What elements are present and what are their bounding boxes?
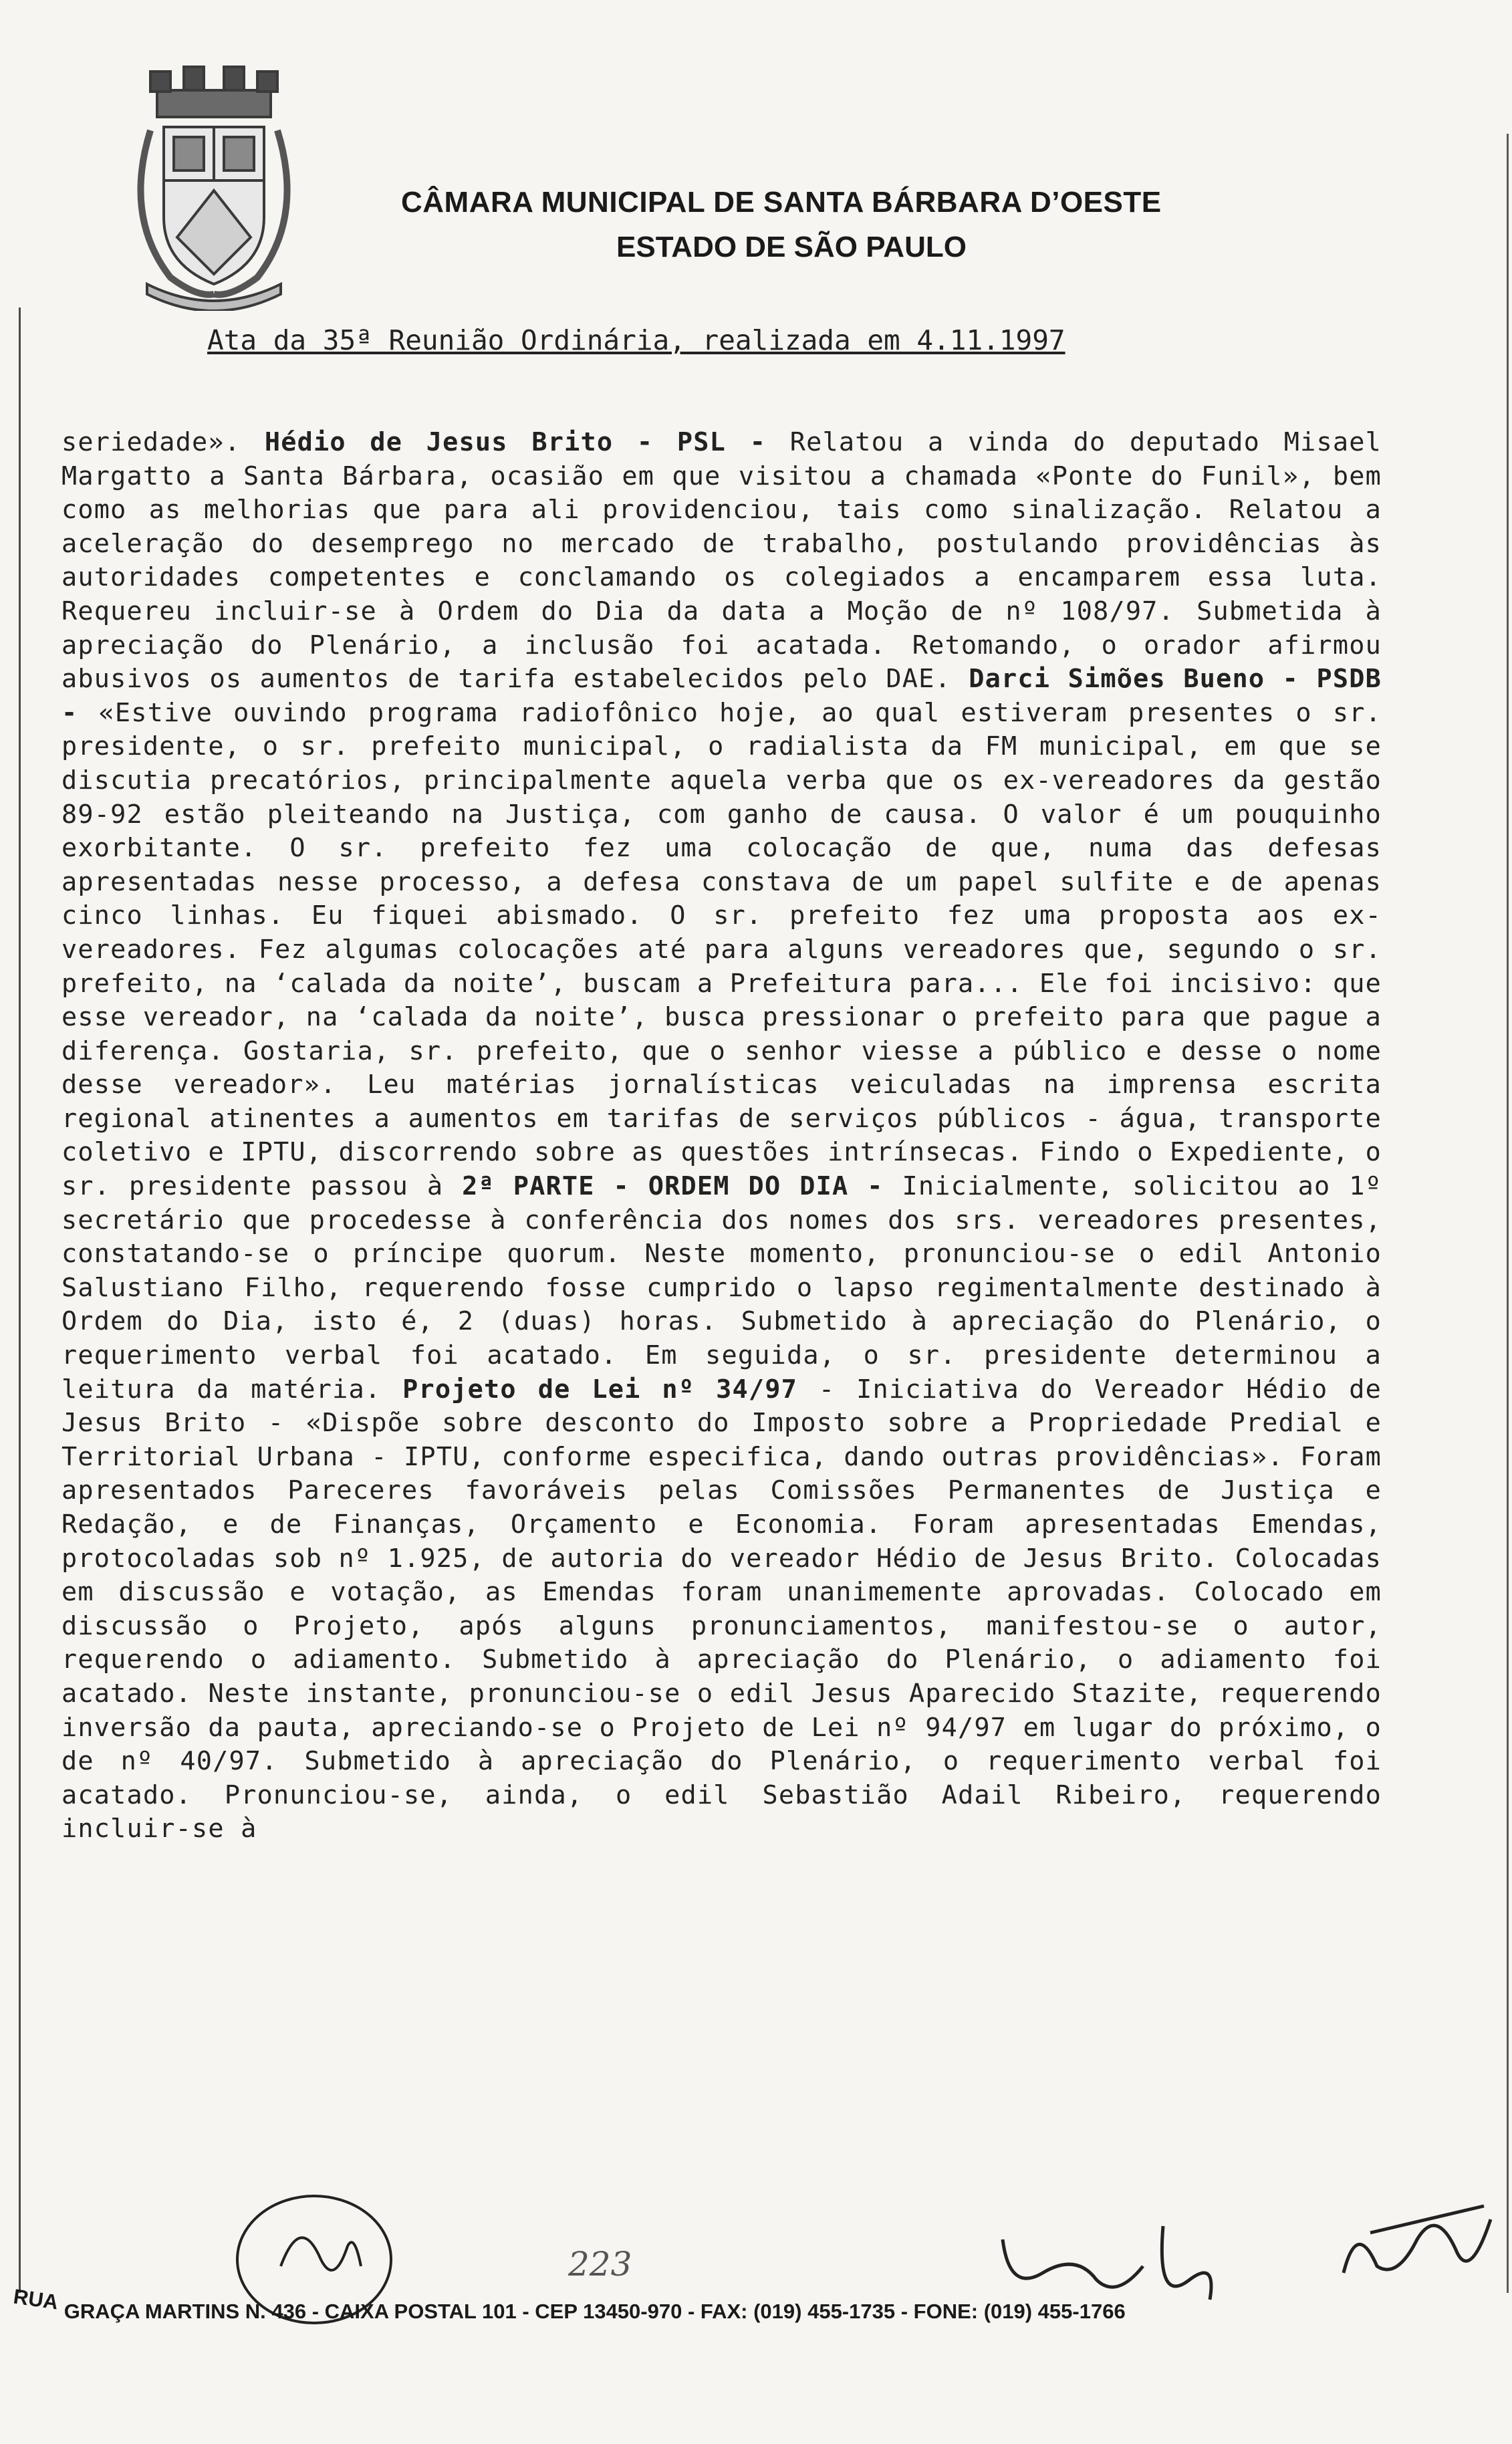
- body-text: - Iniciativa do Vereador Hédio de Jesus Brito - «Dispõe sobre desconto do Imposto sobre a Propriedade Predial e Territorial Urbana - IPTU, conforme especifica, dando outras providências». Foram apresentados Pareceres favoráveis pelas Comissões Permanentes de Justiça e Redação, e de Finanças, Orçamento e Economia. Foram apresentadas Emendas, protocoladas sob nº 1.925, de autoria do vereador Hédio de Jesus Brito. Colocadas em discussão e votação, as Emendas foram unanimemente aprovadas. Colocado em discussão o Projeto, após alguns pronunciamentos, manifestou-se o autor, requerendo o adiamento. Submetido à apreciação do Plenário, o adiamento foi acatado. Neste instante, pronunciou-se o edil Jesus Aparecido Stazite, requerendo inversão da pauta, apreciando-se o Projeto de Lei nº 94/97 em lugar do próximo, o de nº 40/97. Submetido à apreciação do Plenário, o requerimento verbal foi acatado. Pronunciou-se, ainda, o edil Sebastião Adail Ribeiro, requerendo incluir-se à: [61, 1374, 1382, 1844]
- bill-heading: Projeto de Lei nº 34/97: [402, 1374, 797, 1404]
- coat-of-arms-icon: [110, 64, 318, 311]
- footer-address: [11, 2284, 1126, 2324]
- institution-name: CÂMARA MUNICIPAL DE SANTA BÁRBARA D’OESTE: [401, 186, 1162, 219]
- page-number: 223: [568, 2245, 632, 2284]
- section-heading: 2ª PARTE - ORDEM DO DIA -: [462, 1171, 884, 1202]
- left-margin-rule: [19, 308, 21, 2293]
- body-text: Relatou a vinda do deputado Misael Margatto a Santa Bárbara, ocasião em que visitou a chamada «Ponte do Funil», bem como as melhorias que para ali providenciou, tais como sinalização. Relatou a aceleração do desemprego no mercado de trabalho, postulando providências às autoridades competentes e conclamando os colegiados a encamparem essa luta. Requereu incluir-se à Ordem do Dia da data a Moção de nº 108/97. Submetida à apreciação do Plenário, a inclusão foi acatada. Retomando, o orador afirmou abusivos os aumentos de tarifa estabelecidos pelo DAE.: [61, 427, 1382, 695]
- right-margin-rule: [1507, 134, 1509, 2293]
- body-text: Inicialmente, solicitou ao 1º secretário que procedesse à conferência dos nomes dos srs. vereadores presentes, constatando-se o príncipe quorum. Neste momento, pronunciou-se o edil Antonio Salustiano Filho, requerendo fosse cumprido o lapso regimentalmente destinado à Ordem do Dia, isto é, 2 (duas) horas. Submetido à apreciação do Plenário, o requerimento verbal foi acatado. Em seguida, o sr. presidente determinou a leitura da matéria.: [61, 1171, 1382, 1404]
- body-text: «Estive ouvindo programa radiofônico hoje, ao qual estiveram presentes o sr. presidente, o sr. prefeito municipal, o radialista da FM municipal, em que se discutia precatórios, principalmente aquela verba que os ex-vereadores da gestão 89-92 estão pleiteando na Justiça, com ganho de causa. O valor é um pouquinho exorbitante. O sr. prefeito fez uma colocação de que, numa das defesas apresentadas nesse processo, a defesa constava de um papel sulfite e de apenas cinco linhas. Eu fiquei abismado. O sr. prefeito fez uma proposta aos ex-vereadores. Fez algumas colocações até para alguns vereadores que, segundo o sr. prefeito, na ‘calada da noite’, buscam a Prefeitura para... Ele foi incisivo: que esse vereador, na ‘calada da noite’, busca pressionar o prefeito para que pague a diferença. Gostaria, sr. prefeito, que o senhor viesse a público e desse o nome desse vereador». Leu matérias jornalísticas veiculadas na imprensa escrita regional atinentes a aumentos em tarifas de serviços públicos - água, transporte coletivo e IPTU, discorrendo sobre as questões intrínsecas. Findo o Expediente, o sr. presidente passou à: [61, 697, 1382, 1202]
- signature-mark: [989, 2199, 1270, 2313]
- signature-mark: [1330, 2179, 1504, 2293]
- minutes-body: [61, 426, 1382, 1846]
- body-text: seriedade».: [61, 427, 265, 457]
- footer-text: GRAÇA MARTINS N. 436 - CAIXA POSTAL 101 - CEP 13450-970 - FAX: (019) 455-1735 - FONE: (019) 455-1766: [64, 2300, 1126, 2323]
- speaker-hedio: Hédio de Jesus Brito - PSL -: [264, 427, 767, 457]
- state-name: ESTADO DE SÃO PAULO: [616, 231, 967, 263]
- footer-ru: RUA: [11, 2284, 60, 2314]
- speaker-darci: Darci Simões Bueno - PSDB -: [61, 664, 1382, 728]
- minutes-title: Ata da 35ª Reunião Ordinária, realizada em 4.11.1997: [207, 324, 1065, 356]
